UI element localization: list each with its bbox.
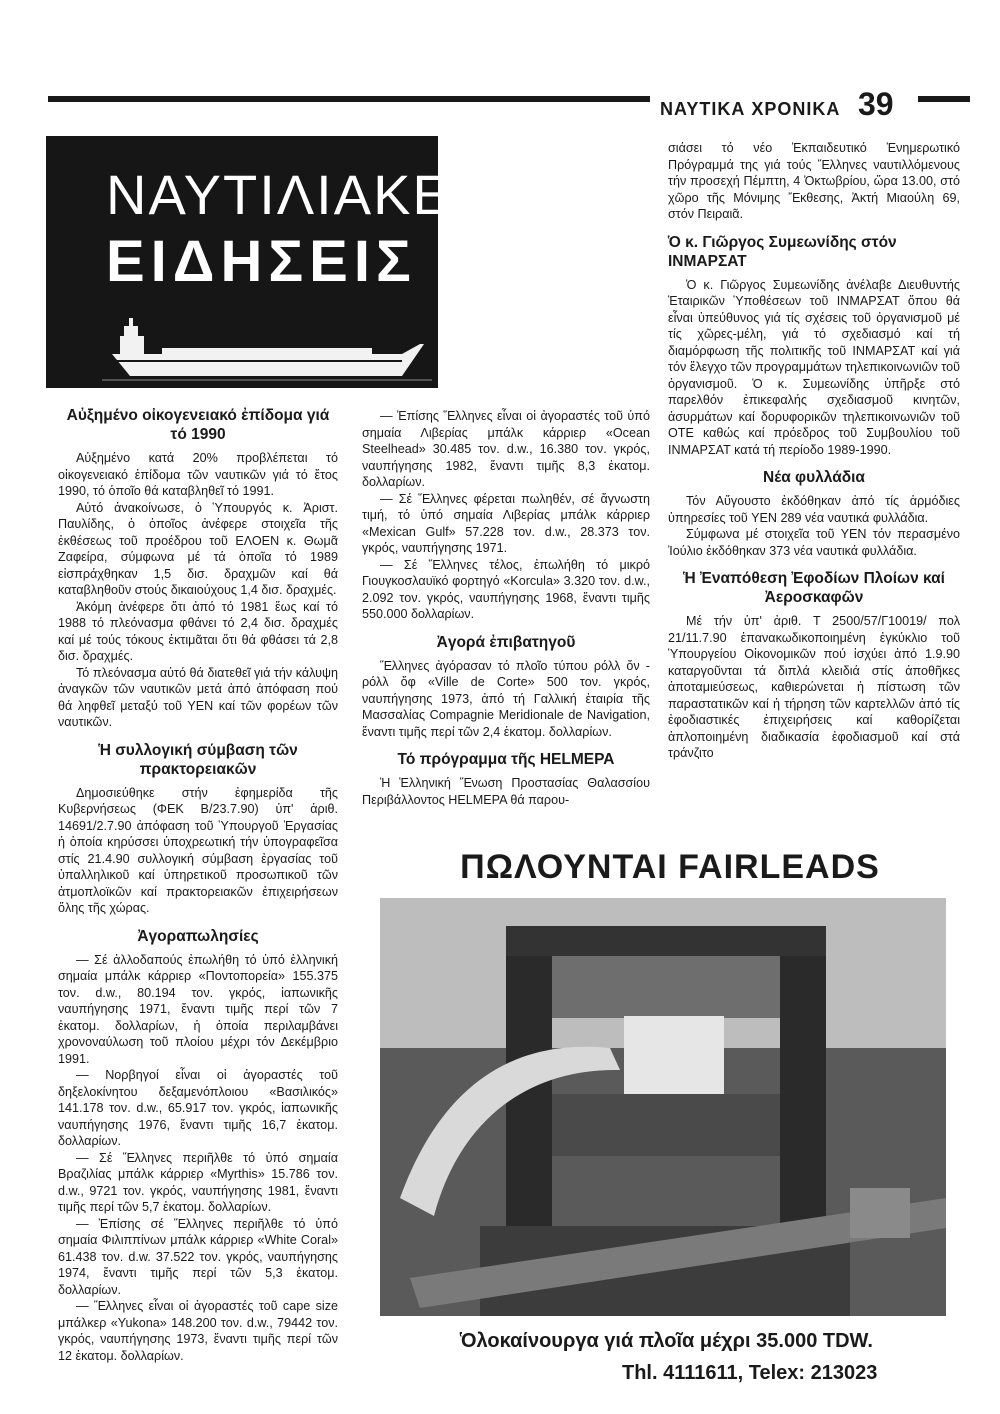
paragraph: σιάσει τό νέο Ἐκπαιδευτικό Ἐνημερωτικό Πρόγραμμά της γιά τούς Ἕλληνες ναυτιλλόμενους τήν προσεχή Πέμπτη, 4 Ὀκτωβρίου, ὥρα 13.00, στό χῶρο τῆς Μόνιμης Ἔκθεσης, Ἀκτή Μιαούλη 69, στόν Πειραιᾶ. [668, 141, 960, 221]
heading-supplies-deposit: Ἡ Ἐναπόθεση Ἐφοδίων Πλοίων καί Ἀεροσκαφῶν [683, 570, 945, 606]
paragraph: Ἕλληνες ἀγόρασαν τό πλοῖο τύπου ρόλλ ὄν - ρόλλ ὄφ «Ville de Corte» 500 τον. γκρός, ναυπήγησης 1973, ἀπό τή Γαλλική ἑταιρία τῆς Μασσαλίας Compagnie Meridionale de Navigation, ἔναντι τιμῆς περί τῶν 2,4 ἑκατομ. δολλαρίων. [362, 658, 650, 739]
heading-collective-agreement: Ἡ συλλογική σύμβαση τῶν πρακτορειακῶν [98, 741, 298, 778]
paragraph: Ἡ Ἑλληνική Ἕνωση Προστασίας Θαλασσίου Περιβάλλοντος HELMEPA θά παρου- [362, 776, 650, 807]
running-head: ΝΑΥΤΙΚΑ ΧΡΟΝΙΚΑ [660, 99, 841, 119]
masthead-subtitle: ΕΙΔΗΣΕΙΣ [106, 229, 417, 294]
paragraph: — Σέ ἀλλοδαπούς ἐπωλήθη τό ὑπό ἑλληνική σημαία μπάλκ κάρριερ «Ποντοπορεία» 155.375 τον. d.w., 80.194 τον. γκρός, ἰαπωνικῆς ναυπήγησης 1971, ἔναντι τιμῆς περί τῶν 7 ἑκατομ. δολλαρίων, ἡ ὁποία περιλαμβάνει χρονοναύλωση τοῦ πλοίου μέχρι τόν Δεκέμβριο 1991. [58, 952, 338, 1066]
paragraph: Σύμφωνα μέ στοιχεῖα τοῦ ΥΕΝ τόν περασμένο Ἰούλιο ἐκδόθηκαν 373 νέα ναυτικά φυλλάδια. [668, 527, 960, 558]
paragraph: Δημοσιεύθηκε στήν ἐφημερίδα τῆς Κυβερνήσεως (ΦΕΚ Β/23.7.90) ὑπ' ἀριθ. 14691/2.7.90 ἀπόφαση τοῦ Ὑπουργοῦ Ἐργασίας ἡ ὁποία κηρύσσει ὑποχρεωτική τήν ὑπογραφεῖσα στίς 21.4.90 συλλογική σύμβαση ἐργασίας τοῦ ὑπαλληλικοῦ καί ὑπηρετικοῦ προσωπικοῦ τῶν ἀτμοπλοϊκῶν καί πρακτορειακῶν ἐπιχειρήσεων ὅλης τῆς χώρας. [58, 785, 338, 915]
section-masthead [46, 136, 489, 388]
heading-helmepa-programme: Τό πρόγραμμα τῆς HELMEPA [397, 751, 615, 768]
advert-title: ΠΩΛΟΥΝΤΑΙ FAIRLEADS [460, 848, 880, 886]
paragraph: Τόν Αὔγουστο ἐκδόθηκαν ἀπό τίς ἁρμόδιες ὑπηρεσίες τοῦ ΥΕΝ 289 νέα ναυτικά φυλλάδια. [668, 494, 960, 525]
paragraph: — Σέ Ἕλληνες περιῆλθε τό ὑπό σημαία Βραζιλίας μπάλκ κάρριερ «Myrthis» 15.786 τον. d.w., 9721 τον. γκρός, ναυπήγησης 1981, ἔναντι τιμῆς περί τῶν 5,7 ἑκατομ. δολλαρίων. [58, 1150, 338, 1214]
paragraph: Ὁ κ. Γιῶργος Συμεωνίδης ἀνέλαβε Διευθυντής Ἑταιρικῶν Ὑποθέσεων τοῦ ΙΝΜΑΡΣΑΤ ὅπου θά εἶναι ὑπεύθυνος γιά τίς σχέσεις τοῦ ὀργανισμοῦ μέ τίς χῶρες-μέλη, γιά τό σχεδιασμό καί τή διαμόρφωση τῆς πολιτικῆς τοῦ ΙΝΜΑΡΣΑΤ καί γιά τόν ἔλεγχο τῶν προγραμμάτων τηλεπικοινωνιῶν τοῦ ὀργανισμοῦ. Ὁ κ. Συμεωνίδης ὑπῆρξε στό παρελθόν ἐπικεφαλής σχεδιασμοῦ κινητῶν, ἀσυρμάτων καί δορυφορικῶν τηλεπικοινωνιῶν τοῦ ΟΤΕ καθώς καί πρόεδρος τοῦ Συμβουλίου τοῦ ΙΝΜΑΡΣΑΤ κατά τή περίοδο 1989-1990. [668, 277, 960, 457]
header-rule-left [48, 96, 650, 102]
paragraph: Ἀκόμη ἀνέφερε ὅτι ἀπό τό 1981 ἕως καί τό 1988 τό πλεόνασμα φθάνει τό 2,4 δισ. δραχμές καί μέ τούς τόκους ἐκτιμᾶται ὅτι θά φθάσει τά 2,8 δισ. δραχμές. [58, 599, 338, 663]
heading-new-leaflets: Νέα φυλλάδια [763, 469, 865, 486]
paragraph: — Νορβηγοί εἶναι οἱ ἀγοραστές τοῦ δηξελοκίνητου δεξαμενόπλοιου «Βασιλικός» 141.178 τον. d.w., 65.917 τον. γκρός, ἰαπωνικῆς ναυπήγησης 1976, ἔναντι τιμῆς 16,7 ἑκατομ. δολλαρίων. [58, 1068, 338, 1148]
heading-family-allowance: Αὐξημένο οἰκογενειακό ἐπίδομα γιά τό 1990 [66, 407, 330, 443]
column-3 [668, 140, 960, 762]
heading-sales-purchases: Ἀγοραπωλησίες [137, 927, 259, 945]
paragraph: Τό πλεόνασμα αὐτό θά διατεθεῖ γιά τήν κάλυψη ἀναγκῶν τῶν ναυτικῶν μετά ἀπό ἀπόφαση πού θά ληφθεῖ μεταξύ τοῦ ΥΕΝ καί τῶν φορέων τῶν ναυτικῶν. [58, 665, 338, 729]
column-2 [362, 408, 650, 808]
paragraph: — Σέ Ἕλληνες τέλος, ἐπωλήθη τό μικρό Γιουγκοσλαυϊκό φορτηγό «Korcula» 3.320 τον. d.w., 2.092 τον. γκρός, ναυπήγησης 1968, ἔναντι τιμῆς 550.000 δολλαρίων. [362, 557, 650, 621]
paragraph: — Σέ Ἕλληνες φέρεται πωληθέν, σέ ἄγνωστη τιμή, τό ὑπό σημαία Λιβερίας μπάλκ κάρριερ «Mexican Gulf» 57.228 τον. d.w., 28.373 τον. γκρός, ναυπήγησης 1971. [362, 491, 650, 555]
heading-inmarsat: Ὁ κ. Γιῶργος Συμεωνίδης στόν ΙΝΜΑΡΣΑΤ [668, 233, 897, 270]
advert-tagline: Ὁλοκαίνουργα γιά πλοῖα μέχρι 35.000 TDW. [460, 1330, 873, 1352]
page-number: 39 [858, 86, 894, 122]
paragraph: Αὐξημένο κατά 20% προβλέπεται τό οἰκογενειακό ἐπίδομα τῶν ναυτικῶν γιά τό ἔτος 1990, τό ὁποῖο θά καταβληθεῖ τό 1991. [58, 451, 338, 498]
heading-passenger-ship-purchase: Ἀγορά ἐπιβατηγοῦ [436, 633, 576, 651]
fairlead-photo [380, 898, 946, 1316]
paragraph: Μέ τήν ὑπ' ἀριθ. Τ 2500/57/Γ10019/ πολ 21/11.7.90 ἐπανακωδικοποιημένη ἐγκύκλιο τοῦ Ὑπουργείου Οἰκονομικῶν πού ἰσχύει ἀπό 1.9.90 καταργοῦνται τά διπλά κλειδιά στίς ἀποθῆκες ἀποταμιεύσεως, καθιερώνεται ἡ πίστωση τῶν παραστατικῶν καί ἡ τήρηση τῶν καρτελλῶν ἀπό τίς ἐφοδιαστικές ἐπιχειρήσεις καί καθορίζεται ἁπλοποιημένη διαδικασία ἐφοδιασμοῦ καί στά τράνζιτο [668, 614, 960, 760]
header-rule-right [918, 96, 970, 102]
ship-silhouette [102, 314, 432, 384]
paragraph: Αὐτό ἀνακοίνωσε, ὁ Ὑπουργός κ. Ἀριστ. Παυλίδης, ὁ ὁποῖος ἀνέφερε στοιχεῖα τῆς ἐκθέσεως τοῦ προέδρου τοῦ ΕΛΟΕΝ κ. Θωμᾶ Ζαφείρα, σύμφωνα μέ τά ὁποῖα τό 1989 εἰσπράχθηκαν 1,5 δισ. δραχμῶν καί θά καταβληθοῦν στούς δικαιούχους 1,4 δισ. δραχμές. [58, 500, 338, 597]
column-1 [58, 406, 338, 1364]
paragraph: — Ἐπίσης Ἕλληνες εἶναι οἱ ἀγοραστές τοῦ ὑπό σημαία Λιβερίας μπάλκ κάρριερ «Ocean Steelhead» 30.485 τον. d.w., 16.380 τον. γκρός, ναυπήγησης 1982, ἔναντι τιμῆς 8,3 ἑκατομ. δολλαρίων. [362, 409, 650, 489]
paragraph: — Ἐπίσης σέ Ἕλληνες περιῆλθε τό ὑπό σημαία Φιλιππίνων μπάλκ κάρριερ «White Coral» 61.438 τον. d.w. 37.522 τον. γκρός, ναυπήγησης 1974, ἔναντι τιμῆς περί τῶν 5,3 ἑκατομ. δολλαρίων. [58, 1216, 338, 1297]
advert-contact: Thl. 4111611, Telex: 213023 [622, 1362, 878, 1384]
paragraph: — Ἕλληνες εἶναι οἱ ἀγοραστές τοῦ cape size μπάλκερ «Yukona» 148.200 τον. d.w., 79442 τον. γκρός, ναυπήγησης 1973, ἔναντι τιμῆς περί τῶν 12 ἑκατομ. δολλαρίων. [58, 1299, 338, 1363]
masthead-title: ΝΑΥΤΙΛΙΑΚΕΣ [106, 163, 489, 226]
